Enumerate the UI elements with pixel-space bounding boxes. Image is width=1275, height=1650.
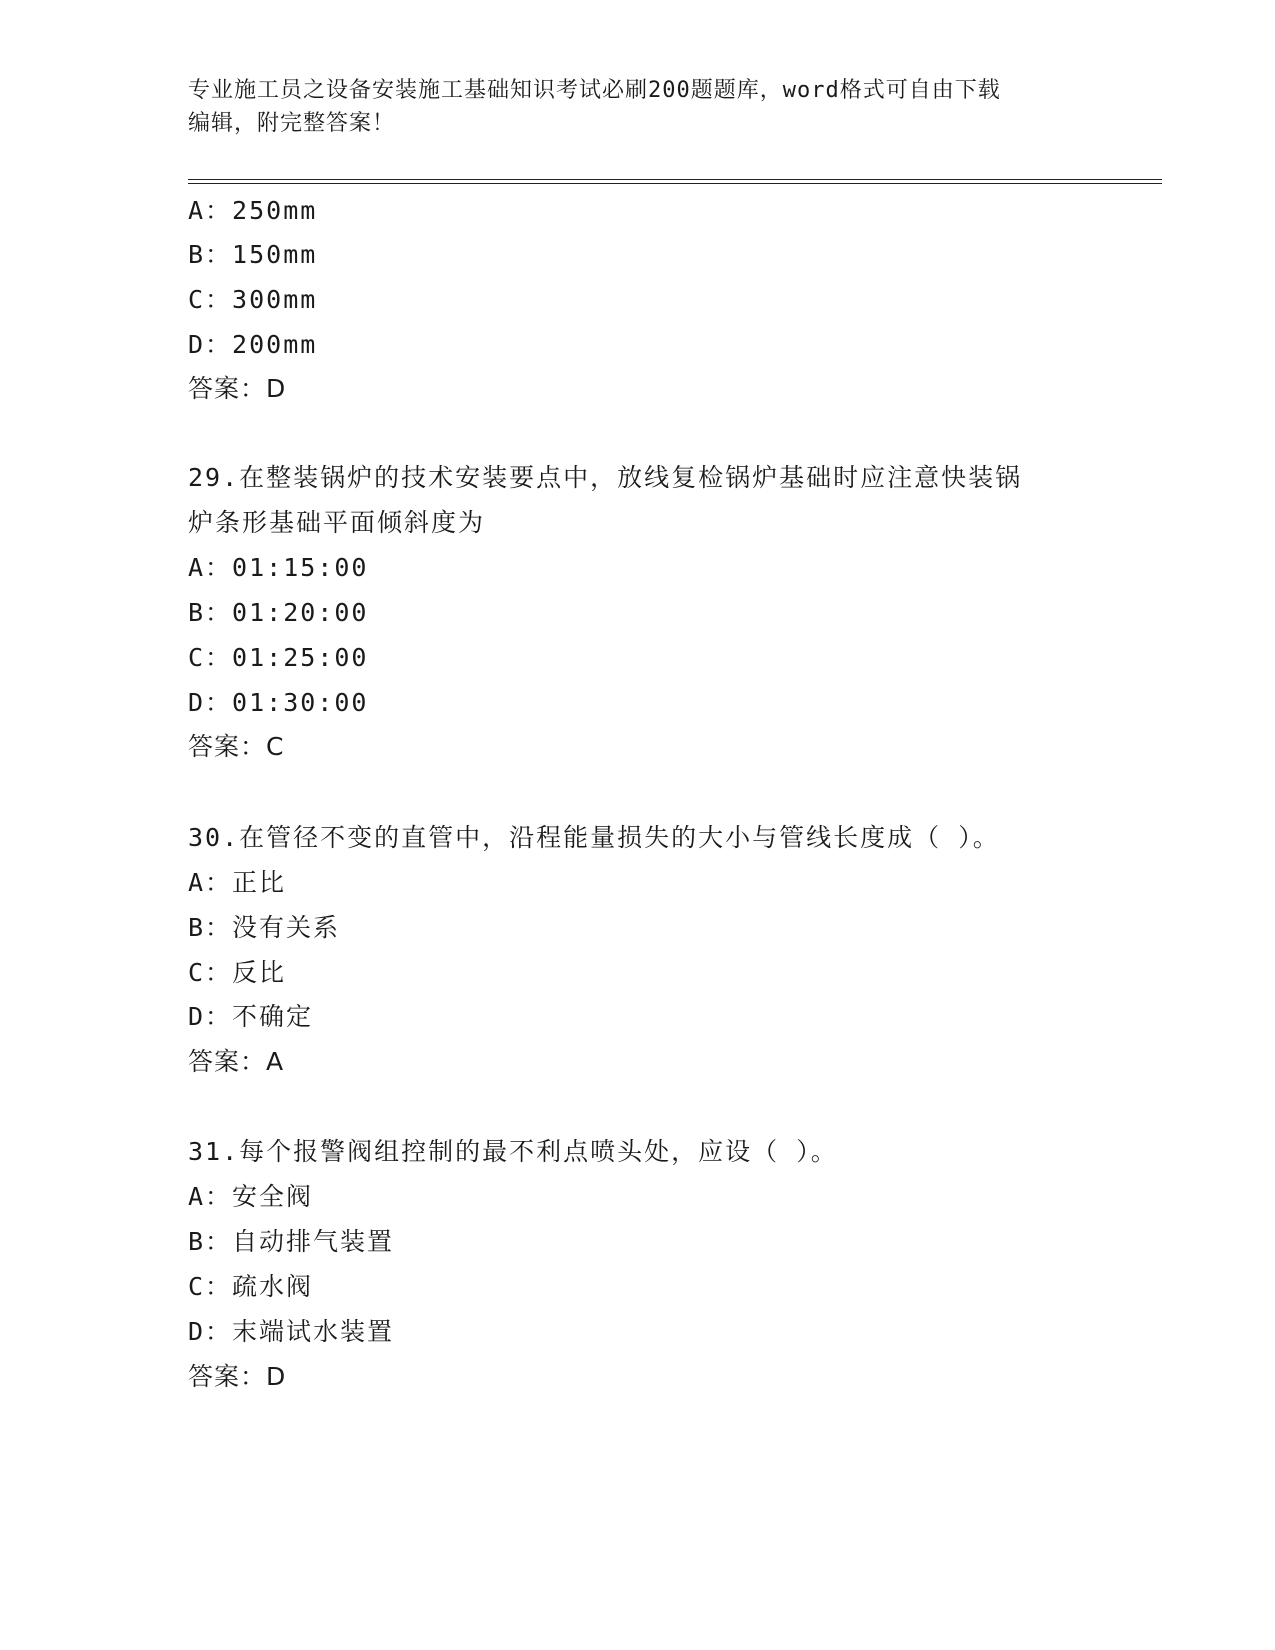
option-d: D：不确定 [188,1002,314,1031]
option-a: A：250mm [188,196,318,225]
option-d: D：末端试水装置 [188,1317,395,1346]
option-c: C：反比 [188,958,287,987]
answer: 答案：D [188,374,287,403]
option-c: C：300mm [188,285,318,314]
option-c: C：01:25:00 [188,643,369,672]
option-d: D：01:30:00 [188,688,369,717]
option-a: A：正比 [188,868,287,897]
option-b: B：没有关系 [188,913,341,942]
header-divider-bottom [188,183,1162,184]
option-d: D：200mm [188,330,318,359]
header-divider-top [188,179,1162,180]
option-b: B：150mm [188,240,318,269]
header-line-2: 编辑，附完整答案！ [188,111,396,136]
option-b: B：自动排气装置 [188,1227,395,1256]
answer: 答案：C [188,732,285,761]
answer: 答案：D [188,1362,287,1391]
question-29-text: 29.在整装锅炉的技术安装要点中，放线复检锅炉基础时应注意快装锅 [188,463,1023,492]
document-header [188,74,1088,140]
answer: 答案：A [188,1047,285,1076]
header-line-1: 专业施工员之设备安装施工基础知识考试必刷200题题库，word格式可自由下载 [188,78,1001,103]
question-31-text: 31.每个报警阀组控制的最不利点喷头处，应设（ ）。 [188,1137,838,1166]
option-a: A：安全阀 [188,1182,314,1211]
option-b: B：01:20:00 [188,598,369,627]
option-a: A：01:15:00 [188,553,369,582]
question-29-text-cont: 炉条形基础平面倾斜度为 [188,508,486,537]
option-c: C：疏水阀 [188,1272,314,1301]
question-30-text: 30.在管径不变的直管中，沿程能量损失的大小与管线长度成（ ）。 [188,823,1000,852]
